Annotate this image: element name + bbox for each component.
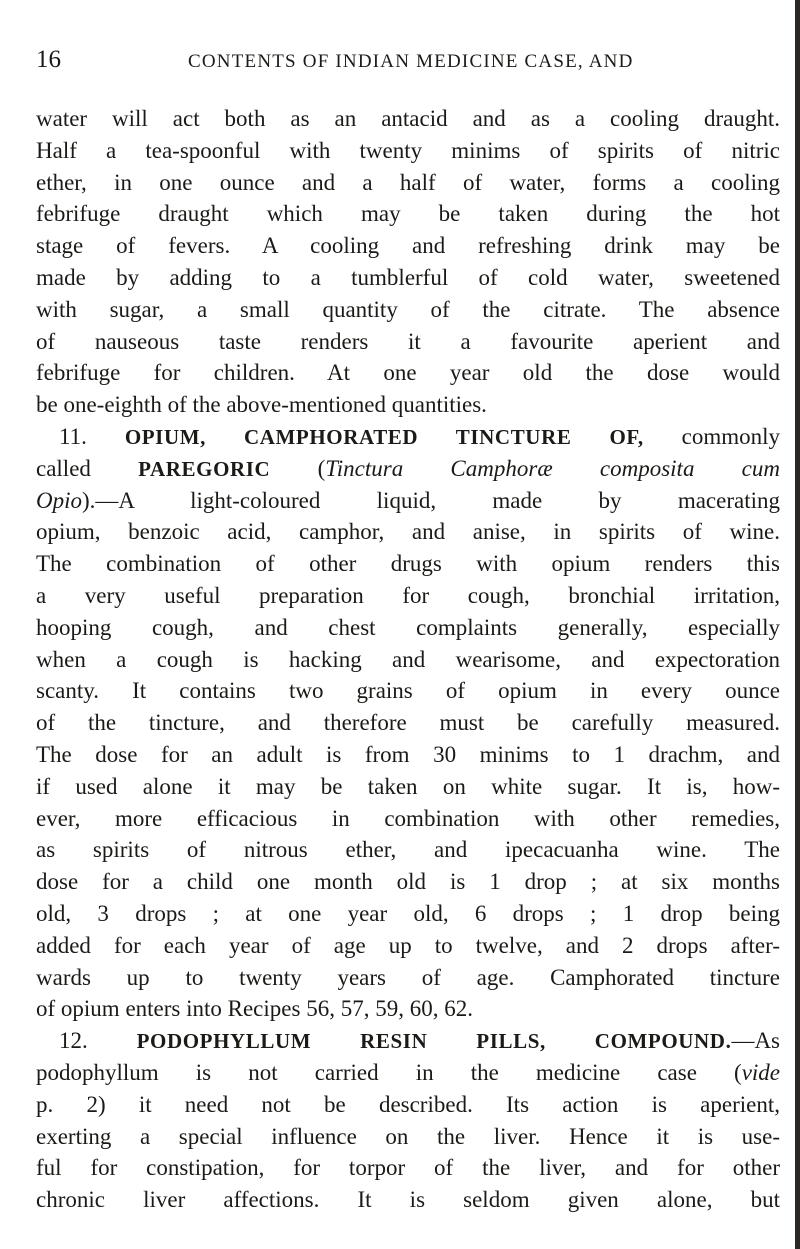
text-line: febrifuge draught which may be taken during the hot: [36, 201, 780, 227]
section-heading: PAREGORIC: [138, 456, 271, 481]
text-line: opium, benzoic acid, camphor, and anise, in spirits of wine.: [36, 519, 780, 545]
page-number: 16: [36, 46, 61, 73]
text-fragment: (: [317, 455, 326, 481]
text-line: if used alone it may be taken on white sugar. It is, how-: [36, 773, 780, 799]
text-line: [36, 453, 780, 485]
text-line: of nauseous taste renders it a favourite aperient and: [36, 328, 780, 354]
latin-word: vide: [741, 1059, 780, 1085]
latin-name: Opio: [36, 487, 82, 513]
section-heading-line: [36, 1025, 780, 1057]
text-line: The dose for an adult is from 30 minims to 1 drachm, and: [36, 741, 780, 767]
text-line: ether, in one ounce and a half of water, forms a cooling: [36, 169, 780, 195]
text-fragment: —As: [731, 1028, 780, 1054]
text-fragment: commonly: [681, 423, 781, 449]
text-line: water will act both as an antacid and as a cooling draught.: [36, 106, 780, 131]
text-line: chronic liver affections. It is seldom given alone, but: [36, 1187, 780, 1213]
text-line: made by adding to a tumblerful of cold water, sweetened: [36, 264, 780, 290]
section-heading: PODOPHYLLUM RESIN PILLS, COMPOUND.: [136, 1029, 732, 1054]
page-header: [0, 44, 800, 76]
text-line: [36, 1057, 780, 1089]
text-line: The combination of other drugs with opium renders this: [36, 551, 780, 577]
text-line: exerting a special influence on the liver. Hence it is use-: [36, 1123, 780, 1149]
text-line: of the tincture, and therefore must be carefully measured.: [36, 710, 780, 736]
body-text: [36, 103, 780, 1216]
text-line: of opium enters into Recipes 56, 57, 59, 60, 62.: [36, 996, 473, 1022]
section-heading-line: [36, 421, 780, 453]
latin-name: Tinctura Camphoræ composita cum: [325, 455, 780, 481]
text-line: added for each year of age up to twelve, and 2 drops after-: [36, 932, 780, 958]
text-line: when a cough is hacking and wearisome, and expectoration: [36, 646, 780, 672]
text-fragment: ).—A light-coloured liquid, made by macerating: [82, 487, 780, 513]
text-line: as spirits of nitrous ether, and ipecacuanha wine. The: [36, 837, 780, 863]
text-line: Half a tea-spoonful with twenty minims of spirits of nitric: [36, 137, 780, 163]
section-heading: OPIUM, CAMPHORATED TINCTURE OF,: [124, 424, 644, 449]
text-line: ful for constipation, for torpor of the liver, and for other: [36, 1155, 780, 1181]
text-line: ever, more efficacious in combination with other remedies,: [36, 805, 780, 831]
text-line: p. 2) it need not be described. Its action is aperient,: [36, 1091, 780, 1117]
text-fragment: called: [36, 455, 91, 481]
section-number: 11.: [59, 423, 87, 449]
text-line: be one-eighth of the above-mentioned quantities.: [36, 392, 487, 418]
text-line: hooping cough, and chest complaints generally, especially: [36, 614, 780, 640]
text-line: stage of fevers. A cooling and refreshing drink may be: [36, 233, 780, 259]
text-line: scanty. It contains two grains of opium in every ounce: [36, 678, 780, 704]
running-head: CONTENTS OF INDIAN MEDICINE CASE, AND: [188, 51, 634, 72]
text-line: [36, 485, 780, 517]
text-line: dose for a child one month old is 1 drop ; at six months: [36, 869, 780, 895]
text-line: old, 3 drops ; at one year old, 6 drops ; 1 drop being: [36, 900, 780, 926]
text-line: with sugar, a small quantity of the citrate. The absence: [36, 296, 780, 322]
text-line: wards up to twenty years of age. Camphorated tincture: [36, 964, 780, 990]
page-edge-shadow: [795, 0, 800, 1249]
section-number: 12.: [59, 1028, 88, 1054]
text-line: febrifuge for children. At one year old the dose would: [36, 360, 780, 386]
text-line: a very useful preparation for cough, bronchial irritation,: [36, 582, 780, 608]
text-fragment: podophyllum is not carried in the medicine case (: [36, 1059, 742, 1085]
